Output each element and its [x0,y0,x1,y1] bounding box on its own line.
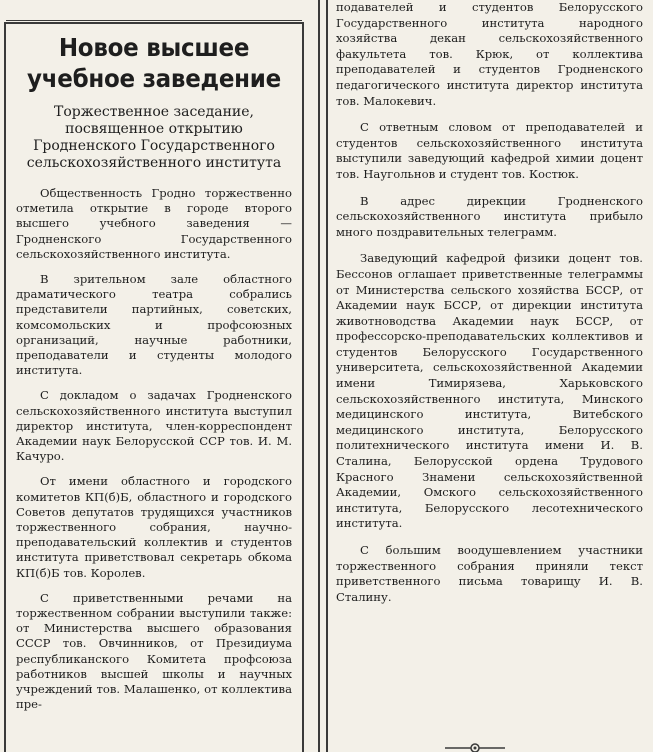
left-column [4,22,304,752]
headline-line-1: Новое высшее [58,33,250,62]
paragraph-2: В зрительном зале областного драматического театра собрались представители партийных, советских, комсомольских и профсоюзных организаций, научные работники, преподаватели и студенты молодого института. [16,272,292,378]
paragraph-10: С большим воодушевлением участники торжественного собрания приняли текст приветственного письма товарищу И. В. Сталину. [336,543,643,604]
paragraph-9: Заведующий кафедрой физики доцент тов. Бессонов оглашает приветственные телеграммы от Министерства сельского хозяйства БССР, от Академии наук БССР, от дирекции института животноводства Академии наук БССР, от профессорско-преподавательских коллективов и студентов Белорусского Государственного университета, сельскохозяйственной Академии имени Тимирязева, Харьковского сельскохозяйственного института, Минского медицинского института, Витебского медицинского института, Белорусского политехнического института имени И. В. Сталина, Белорусской ордена Трудового Красного Знамени сельскохозяйственной Академии, Омского сельскохозяйственного института, Белорусского лесотехнического института. [336,251,643,531]
paragraph-7: С ответным словом от преподавателей и студентов сельскохозяйственного института выступили заведующий кафедрой химии доцент тов. Наугольнов и студент тов. Костюк. [336,120,643,181]
previous-article-edge [6,0,302,21]
paragraph-5: С приветственными речами на торжественном собрании выступили также: от Министерства высшего образования СССР тов. Овчинников, от Президиума республиканского Комитета профсоюза работников высшей школы и научных учреждений тов. Малашенко, от коллектива пре- [16,590,292,712]
paragraph-1: Общественность Гродно торжественно отметила открытие в городе второго высшего учебного заведения — Гродненского Государственного сельскохозяйственного института. [16,186,292,261]
column-divider [318,0,320,752]
article-subhead: Торжественное заседание, посвященное открытию Гродненского Государственного сельскохозяйственного института [26,104,282,171]
paragraph-4: От имени областного и городского комитетов КП(б)Б, областного и городского Советов депутатов трудящихся участников торжественного собрания, научно-преподавательский коллектив и студентов института приветствовал секретарь обкома КП(б)Б тов. Королев. [16,474,292,580]
paragraph-6: подавателей и студентов Белорусского Государственного института народного хозяйства декан сельскохозяйственного факультета тов. Крюк, от коллектива преподавателей и студентов Гродненского педагогического института директор института тов. Малокевич. [336,0,643,108]
headline-line-2: учебное заведение [27,64,281,93]
paragraph-8: В адрес дирекции Гродненского сельскохозяйственного института прибыло много поздравительных телеграмм. [336,193,643,239]
ornament-divider-icon [445,742,505,752]
article-headline [27,32,281,94]
paragraph-3: С докладом о задачах Гродненского сельскохозяйственного института выступил директор института, член-корреспондент Академии наук Белорусской ССР тов. И. М. Качуро. [16,388,292,464]
right-column [326,0,649,752]
